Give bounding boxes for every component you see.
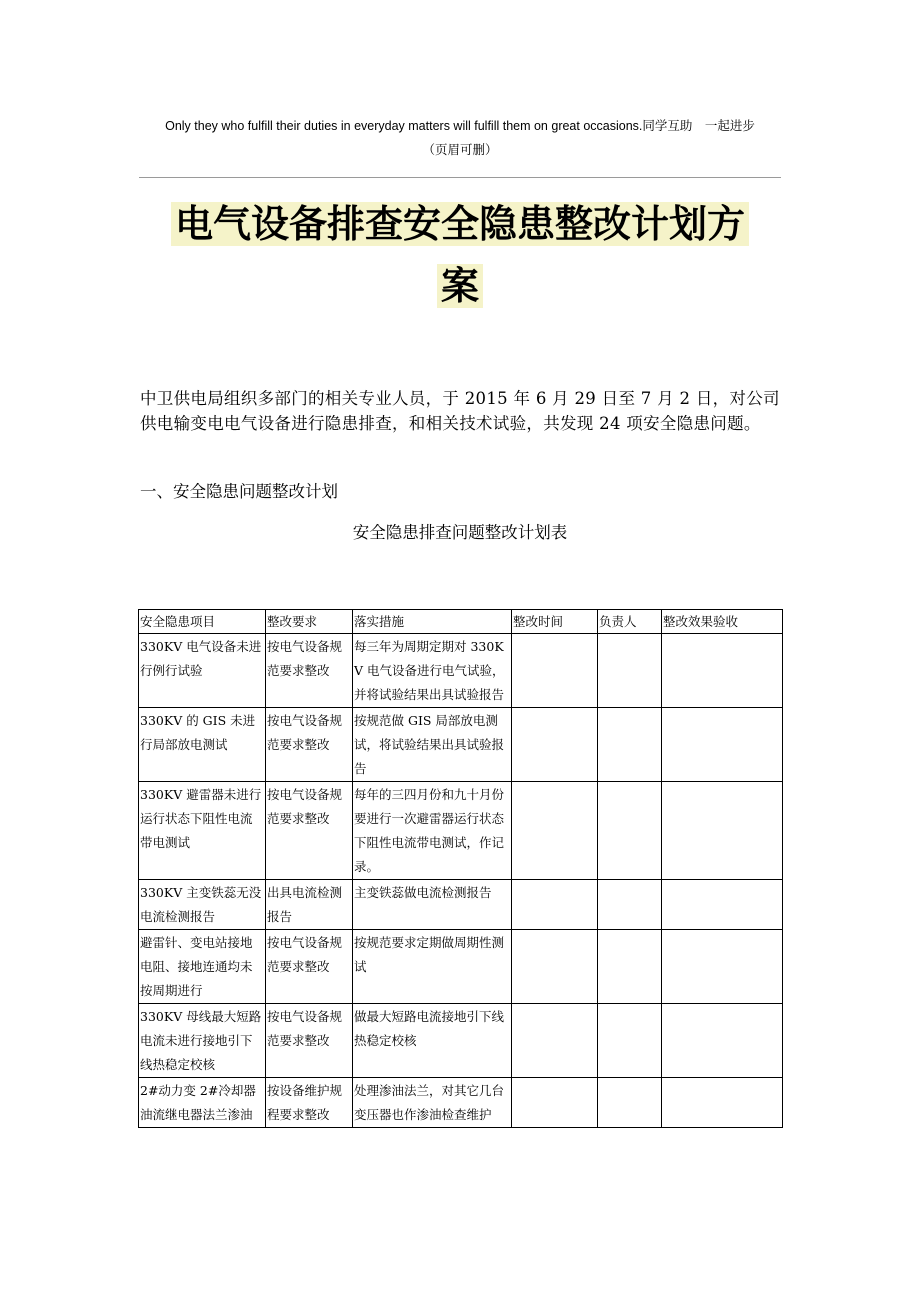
cell-owner — [598, 880, 662, 930]
cell-owner — [598, 1078, 662, 1128]
cell-requirement: 按电气设备规范要求整改 — [266, 634, 353, 708]
table-row — [139, 1078, 783, 1128]
cell-requirement: 按电气设备规范要求整改 — [266, 1004, 353, 1078]
cell-measures: 按规范要求定期做周期性测试 — [353, 930, 512, 1004]
cell-acceptance — [662, 782, 783, 880]
cell-acceptance — [662, 708, 783, 782]
cell-measures: 每三年为周期定期对 330KV 电气设备进行电气试验，并将试验结果出具试验报告 — [353, 634, 512, 708]
cell-time — [512, 1004, 598, 1078]
cell-hazard: 330KV 主变铁蕊无没电流检测报告 — [139, 880, 266, 930]
cell-time — [512, 782, 598, 880]
cell-acceptance — [662, 880, 783, 930]
cell-hazard: 330KV 电气设备未进行例行试验 — [139, 634, 266, 708]
table-header-row — [139, 610, 783, 634]
table-caption: 安全隐患排查问题整改计划表 — [352, 523, 568, 542]
section-heading: 一、安全隐患问题整改计划 — [140, 482, 338, 501]
cell-owner — [598, 1004, 662, 1078]
cell-time — [512, 1078, 598, 1128]
cell-hazard: 330KV 避雷器未进行运行状态下阻性电流带电测试 — [139, 782, 266, 880]
document-title — [0, 193, 920, 317]
table-row — [139, 930, 783, 1004]
intro-paragraph: 中卫供电局组织多部门的相关专业人员，于 2015 年 6 月 29 日至 7 月 2 日，对公司供电输变电电气设备进行隐患排查，和相关技术试验，共发现 24 项安全隐患问题。 — [140, 389, 780, 433]
column-header-owner: 负责人 — [598, 610, 662, 634]
cell-measures: 按规范做 GIS 局部放电测试，将试验结果出具试验报告 — [353, 708, 512, 782]
cell-hazard: 330KV 的 GIS 未进行局部放电测试 — [139, 708, 266, 782]
column-header-requirement: 整改要求 — [266, 610, 353, 634]
cell-hazard: 330KV 母线最大短路电流未进行接地引下线热稳定校核 — [139, 1004, 266, 1078]
cell-requirement: 出具电流检测报告 — [266, 880, 353, 930]
table-row — [139, 634, 783, 708]
cell-owner — [598, 634, 662, 708]
cell-acceptance — [662, 634, 783, 708]
cell-hazard: 2#动力变 2#冷却器油流继电器法兰渗油 — [139, 1078, 266, 1128]
cell-owner — [598, 708, 662, 782]
table-row — [139, 782, 783, 880]
cell-measures: 每年的三四月份和九十月份要进行一次避雷器运行状态下阻性电流带电测试，作记录。 — [353, 782, 512, 880]
cell-time — [512, 930, 598, 1004]
cell-measures: 处理渗油法兰，对其它几台变压器也作渗油检查维护 — [353, 1078, 512, 1128]
cell-requirement: 按电气设备规范要求整改 — [266, 930, 353, 1004]
column-header-measures: 落实措施 — [353, 610, 512, 634]
column-header-time: 整改时间 — [512, 610, 598, 634]
cell-acceptance — [662, 1004, 783, 1078]
document-title-line1: 电气设备排查安全隐患整改计划方 — [171, 202, 749, 246]
cell-owner — [598, 782, 662, 880]
header-motto: Only they who fulfill their duties in everyday matters will fulfill them on great occasions.同学互助 一起进步 — [165, 119, 755, 133]
cell-time — [512, 634, 598, 708]
cell-owner — [598, 930, 662, 1004]
cell-measures: 做最大短路电流接地引下线热稳定校核 — [353, 1004, 512, 1078]
cell-requirement: 按电气设备规范要求整改 — [266, 782, 353, 880]
column-header-acceptance: 整改效果验收 — [662, 610, 783, 634]
cell-acceptance — [662, 930, 783, 1004]
header-divider — [139, 177, 781, 178]
table-row — [139, 880, 783, 930]
cell-time — [512, 880, 598, 930]
cell-measures: 主变铁蕊做电流检测报告 — [353, 880, 512, 930]
table-row — [139, 1004, 783, 1078]
rectification-plan-table — [138, 609, 783, 1128]
document-title-line2: 案 — [437, 264, 483, 308]
cell-requirement: 按电气设备规范要求整改 — [266, 708, 353, 782]
header-note: （页眉可删） — [422, 142, 498, 157]
table-row — [139, 708, 783, 782]
cell-requirement: 按设备维护规程要求整改 — [266, 1078, 353, 1128]
cell-hazard: 避雷针、变电站接地电阻、接地连通均未按周期进行 — [139, 930, 266, 1004]
cell-acceptance — [662, 1078, 783, 1128]
column-header-hazard: 安全隐患项目 — [139, 610, 266, 634]
cell-time — [512, 708, 598, 782]
